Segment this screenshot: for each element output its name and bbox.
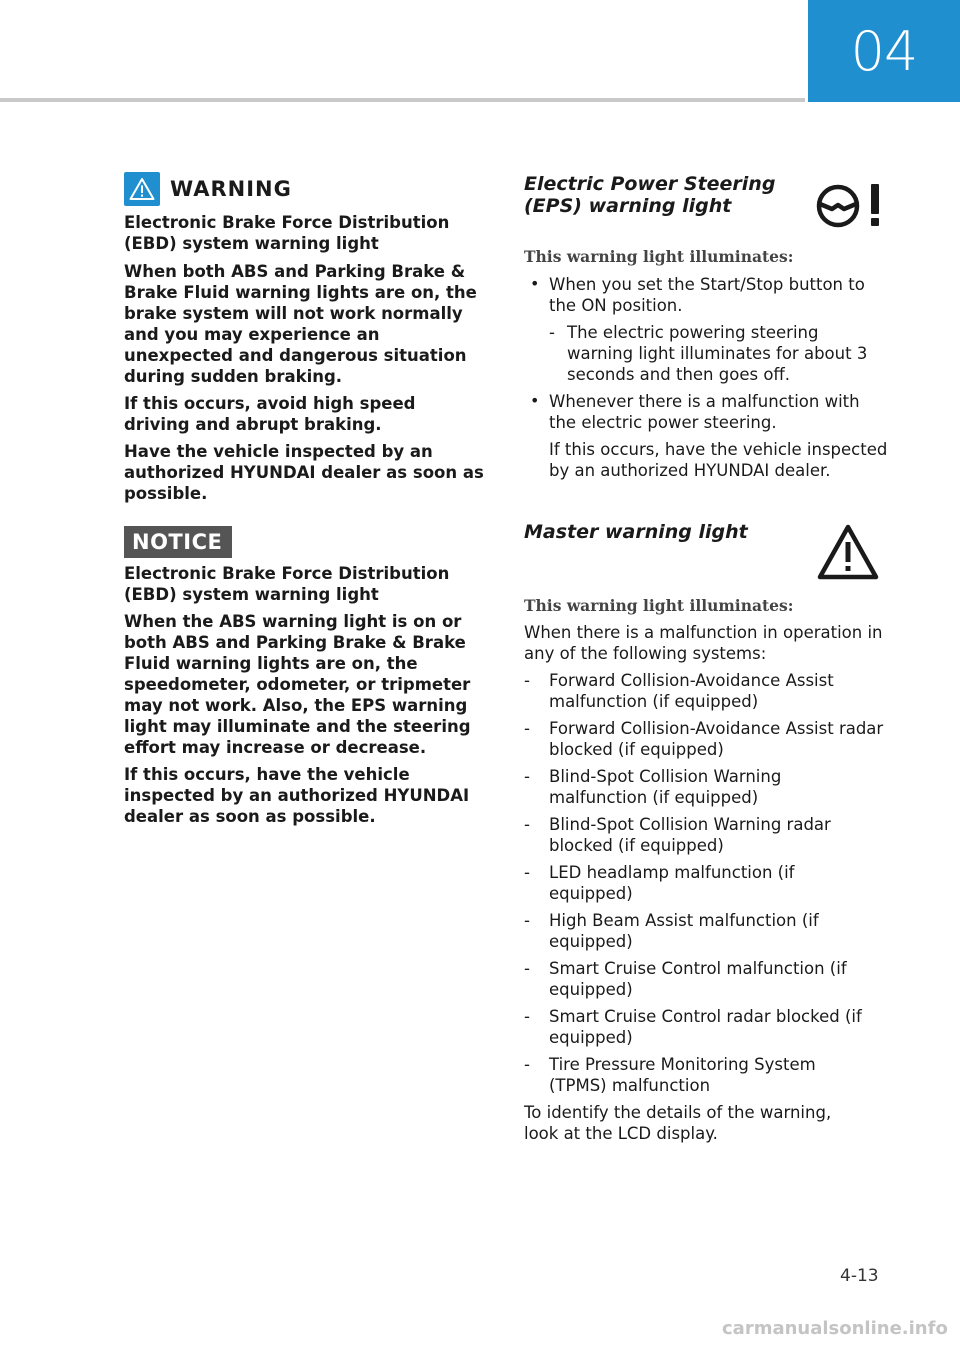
dash-marker: - xyxy=(524,671,530,690)
master-item: Blind-Spot Collision Warning malfunction (if equipped) xyxy=(549,767,782,807)
eps-sub-item-1: The electric powering steering warning light illuminates for about 3 seconds and then goes off. xyxy=(567,323,868,384)
chapter-number: 04 xyxy=(808,0,960,102)
master-subtitle: This warning light illuminates: xyxy=(524,596,794,615)
page-number: 4-13 xyxy=(840,1266,879,1286)
master-item: Forward Collision-Avoidance Assist malfunction (if equipped) xyxy=(549,671,834,711)
notice-heading: Electronic Brake Force Distribution (EBD) system warning light xyxy=(124,564,450,604)
watermark-logo: carmanualsonline.info xyxy=(722,1318,948,1339)
dash-marker: - xyxy=(524,719,530,738)
eps-section-title: Electric Power Steering (EPS) warning light xyxy=(524,173,776,217)
master-item: Forward Collision-Avoidance Assist radar blocked (if equipped) xyxy=(549,719,884,759)
eps-subtitle: This warning light illuminates: xyxy=(524,247,794,266)
eps-bullet-2: Whenever there is a malfunction with the electric power steering. xyxy=(549,392,860,432)
master-item: Smart Cruise Control radar blocked (if equipped) xyxy=(549,1007,862,1047)
notice-paragraph-2: If this occurs, have the vehicle inspected by an authorized HYUNDAI dealer as soon as possible. xyxy=(124,765,470,826)
warning-heading: Electronic Brake Force Distribution (EBD) system warning light xyxy=(124,213,450,253)
bullet-dot: • xyxy=(530,274,540,293)
eps-bullet-1: When you set the Start/Stop button to the ON position. xyxy=(549,275,865,315)
dash-marker: - xyxy=(524,863,530,882)
master-item: Smart Cruise Control malfunction (if equipped) xyxy=(549,959,847,999)
dash-marker: - xyxy=(524,959,530,978)
warning-paragraph-3: Have the vehicle inspected by an authorized HYUNDAI dealer as soon as possible. xyxy=(124,442,484,503)
dash-marker: - xyxy=(549,323,555,342)
notice-paragraph-1: When the ABS warning light is on or both ABS and Parking Brake & Brake Fluid warning lights are on, the speedometer, odometer, or tripmeter may not work. Also, the EPS warning light may illuminate and the steering effort may increase or decrease. xyxy=(124,612,471,757)
warning-paragraph-1: When both ABS and Parking Brake & Brake Fluid warning lights are on, the brake system will not work normally and you may experience an unexpected and dangerous situation during sudden braking. xyxy=(124,262,477,386)
warning-paragraph-2: If this occurs, avoid high speed driving and abrupt braking. xyxy=(124,394,416,434)
dash-marker: - xyxy=(524,1007,530,1026)
bullet-dot: • xyxy=(530,391,540,410)
dash-marker: - xyxy=(524,815,530,834)
dash-marker: - xyxy=(524,767,530,786)
master-outro: To identify the details of the warning, look at the LCD display. xyxy=(524,1103,832,1143)
master-item: Tire Pressure Monitoring System (TPMS) malfunction xyxy=(549,1055,816,1095)
steering-wheel-warning-icon xyxy=(814,178,886,234)
master-item: High Beam Assist malfunction (if equipped) xyxy=(549,911,819,951)
master-item: Blind-Spot Collision Warning radar blocked (if equipped) xyxy=(549,815,831,855)
master-intro: When there is a malfunction in operation in any of the following systems: xyxy=(524,623,883,663)
warning-triangle-icon xyxy=(124,172,160,206)
dash-marker: - xyxy=(524,911,530,930)
master-section-title: Master warning light xyxy=(524,521,748,543)
header-rule xyxy=(0,98,805,102)
master-item: LED headlamp malfunction (if equipped) xyxy=(549,863,795,903)
warning-title: WARNING xyxy=(170,177,292,201)
eps-bullet-2-note: If this occurs, have the vehicle inspected by an authorized HYUNDAI dealer. xyxy=(549,440,888,480)
warning-header xyxy=(124,172,292,206)
master-warning-triangle-icon xyxy=(816,522,880,586)
notice-badge: NOTICE xyxy=(124,526,232,558)
dash-marker: - xyxy=(524,1055,530,1074)
